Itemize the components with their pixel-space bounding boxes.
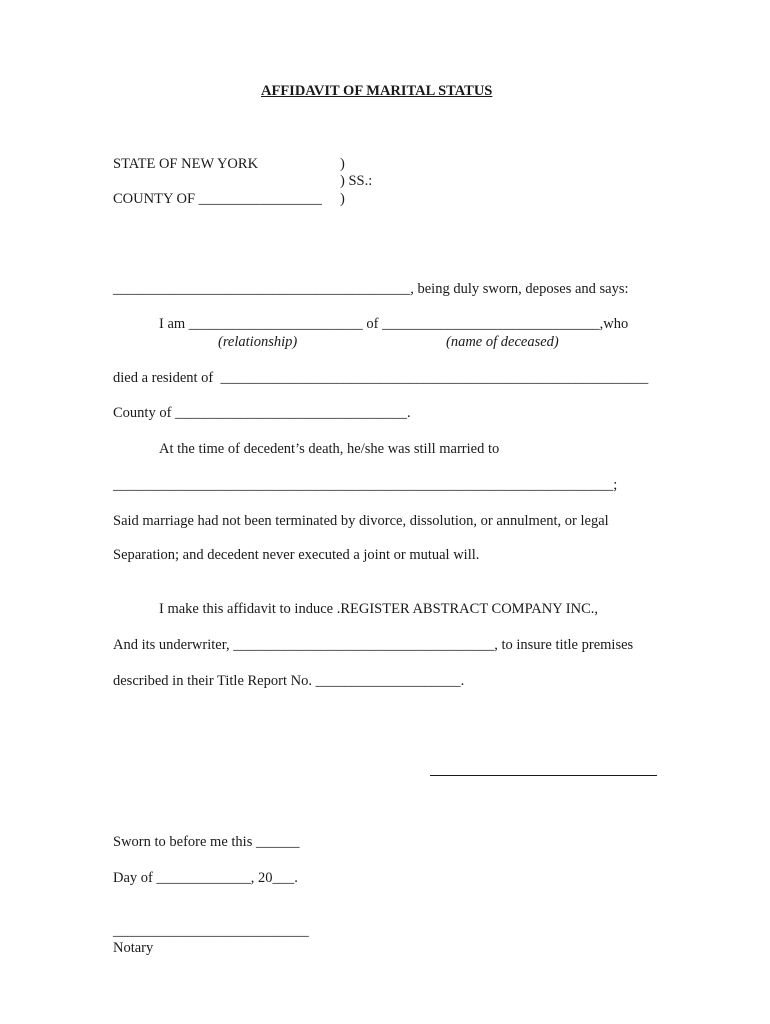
- affiant-sworn-line: _________________________________________, being duly sworn, deposes and says:: [113, 281, 629, 297]
- title-report-line: described in their Title Report No. ____________________.: [113, 673, 465, 689]
- notary-signature-line: ___________________________: [113, 923, 309, 939]
- document-title: AFFIDAVIT OF MARITAL STATUS: [261, 83, 493, 99]
- marriage-statement-2: Separation; and decedent never executed a joint or mutual will.: [113, 547, 480, 563]
- relationship-line: I am ________________________ of ______________________________,who: [159, 316, 629, 332]
- day-of-line: Day of _____________, 20___.: [113, 870, 298, 886]
- venue-paren-ss: ) SS.:: [340, 173, 373, 189]
- notary-label: Notary: [113, 940, 154, 956]
- inducement-line: I make this affidavit to induce .REGISTER ABSTRACT COMPANY INC.,: [159, 601, 599, 617]
- venue-county: COUNTY OF _________________: [113, 191, 322, 207]
- affiant-signature-line: [430, 775, 657, 776]
- county-line: County of ________________________________.: [113, 405, 411, 421]
- relationship-label: (relationship): [218, 334, 298, 350]
- spouse-name-line: _____________________________________________________________________;: [113, 477, 618, 493]
- venue-paren-3: ): [340, 191, 345, 207]
- sworn-before-line: Sworn to before me this ______: [113, 834, 300, 850]
- resident-line: died a resident of ___________________________________________________________: [113, 370, 649, 386]
- venue-state: STATE OF NEW YORK: [113, 156, 259, 172]
- marriage-statement-1: Said marriage had not been terminated by divorce, dissolution, or annulment, or legal: [113, 513, 609, 529]
- venue-paren-1: ): [340, 156, 345, 172]
- deceased-name-label: (name of deceased): [446, 334, 559, 350]
- underwriter-line: And its underwriter, ____________________________________, to insure title premises: [113, 637, 634, 653]
- time-of-death-line: At the time of decedent’s death, he/she was still married to: [159, 441, 500, 457]
